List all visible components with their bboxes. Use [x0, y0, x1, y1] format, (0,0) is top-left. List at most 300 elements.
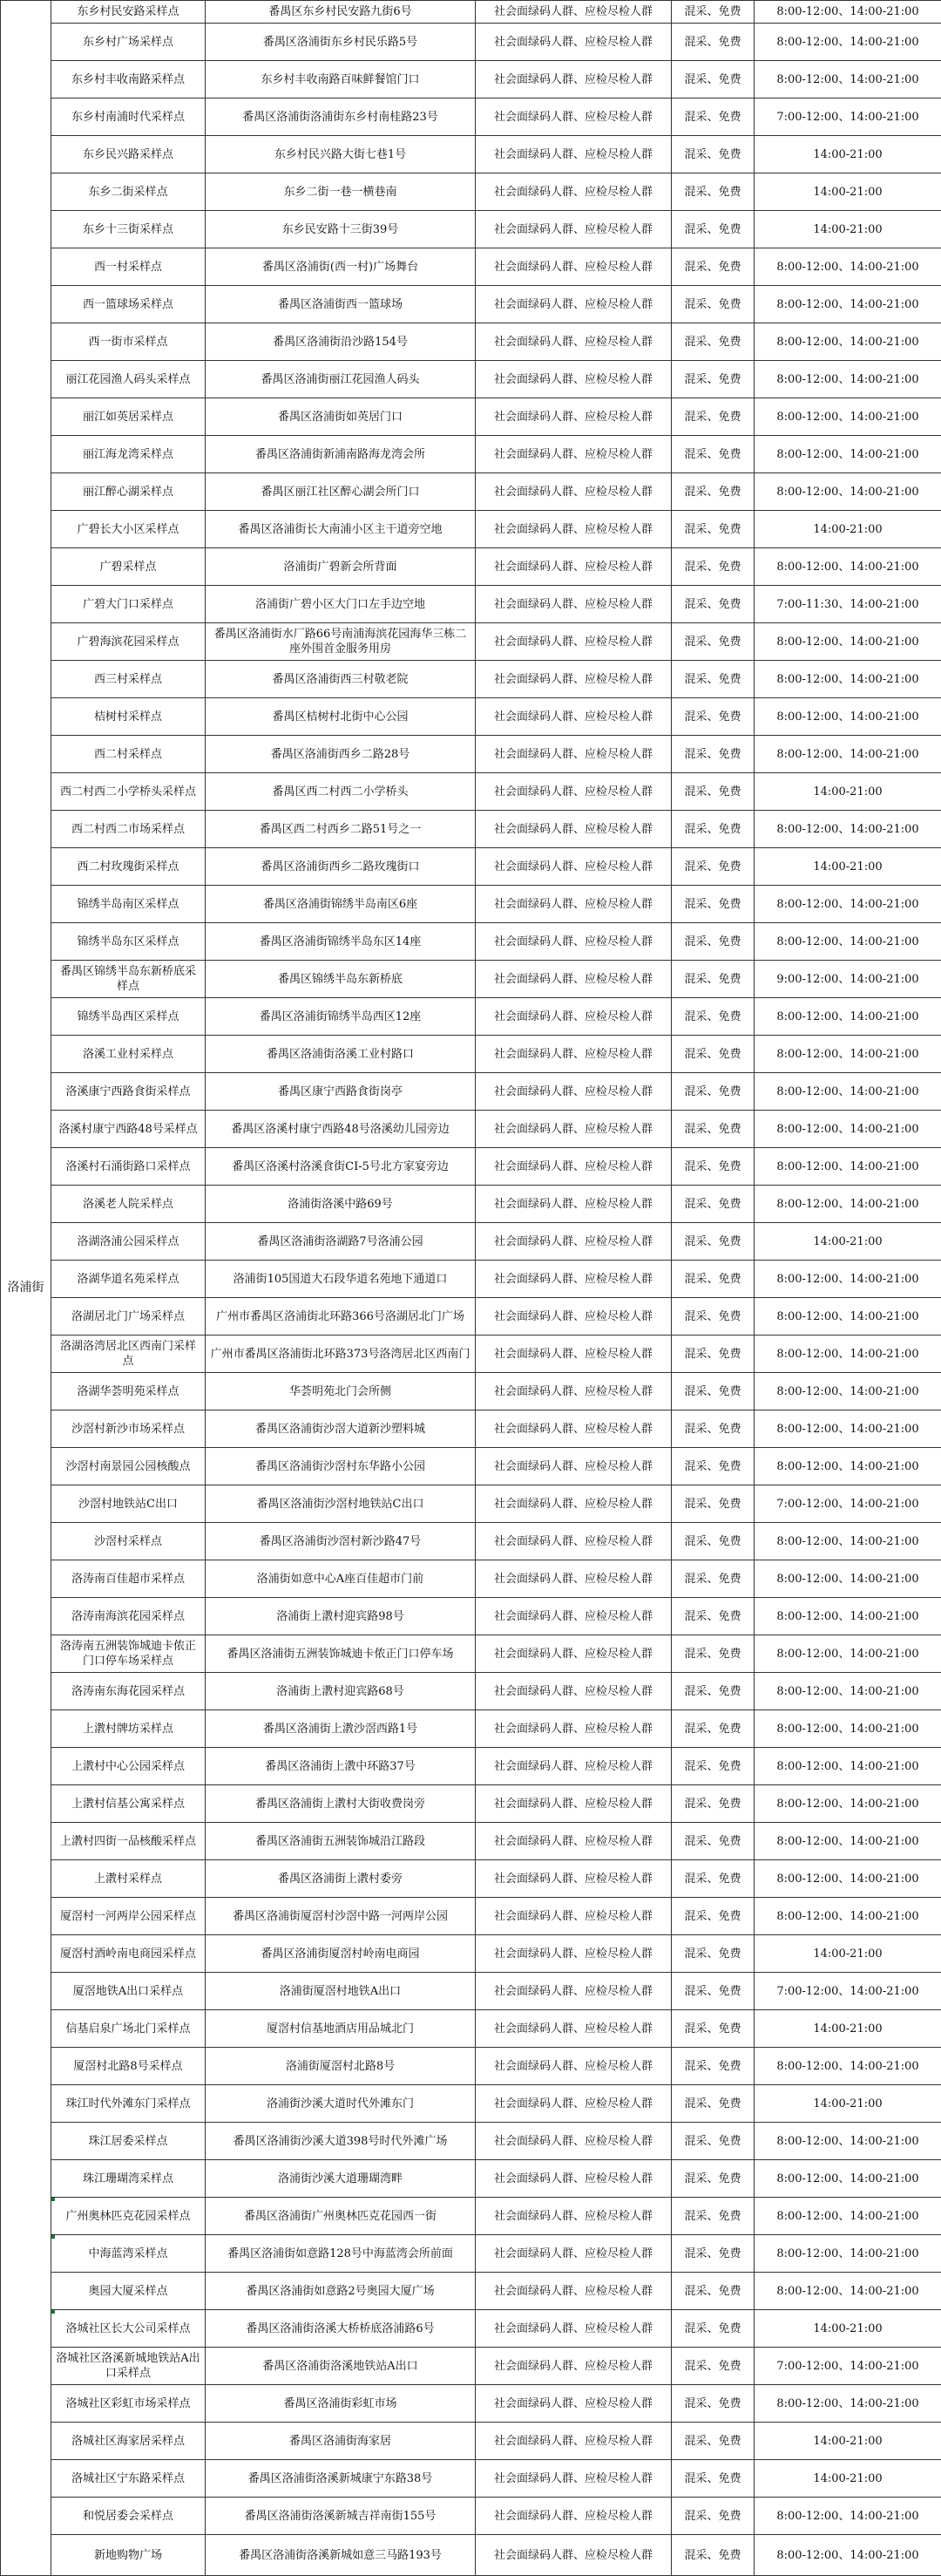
hours-cell: 8:00-12:00、14:00-21:00	[755, 1598, 941, 1635]
hours-cell: 8:00-12:00、14:00-21:00	[755, 1, 941, 24]
site-name-cell: 西一篮球场采样点	[51, 286, 206, 323]
table-row	[1, 1598, 941, 1635]
target-group-cell: 社会面绿码人群、应检尽检人群	[476, 136, 672, 173]
site-name-cell: 珠江居委采样点	[51, 2123, 206, 2160]
hours-cell: 8:00-12:00、14:00-21:00	[755, 1261, 941, 1298]
table-row	[1, 323, 941, 361]
hours-cell: 14:00-21:00	[755, 2460, 941, 2498]
hours-cell: 8:00-12:00、14:00-21:00	[755, 248, 941, 286]
site-name-cell: 东乡民兴路采样点	[51, 136, 206, 173]
site-name-cell: 洛涛南东海花园采样点	[51, 1673, 206, 1710]
hours-cell: 8:00-12:00、14:00-21:00	[755, 811, 941, 848]
address-cell: 番禺区洛浦街沙滘大道新沙塑料城	[206, 1410, 476, 1448]
site-name-cell: 奥园大厦采样点	[51, 2273, 206, 2310]
address-cell: 番禺区洛浦街如英居门口	[206, 398, 476, 436]
table-row	[1, 1973, 941, 2010]
address-cell: 洛浦街厦滘村地铁A出口	[206, 1973, 476, 2010]
hours-cell: 8:00-12:00、14:00-21:00	[755, 2048, 941, 2085]
address-cell: 番禺区洛浦街上漖村委旁	[206, 1860, 476, 1898]
sampling-mode-cell: 混采、免费	[672, 2010, 755, 2048]
table-row	[1, 1785, 941, 1823]
table-row	[1, 99, 941, 136]
sampling-mode-cell: 混采、免费	[672, 2348, 755, 2385]
hours-cell: 8:00-12:00、14:00-21:00	[755, 323, 941, 361]
address-cell: 番禺区洛浦街洛溪新城吉祥南街155号	[206, 2498, 476, 2535]
target-group-cell: 社会面绿码人群、应检尽检人群	[476, 1223, 672, 1261]
address-cell: 番禺区西二村西乡二路51号之一	[206, 811, 476, 848]
sampling-mode-cell: 混采、免费	[672, 1485, 755, 1523]
target-group-cell: 社会面绿码人群、应检尽检人群	[476, 698, 672, 736]
table-row	[1, 1710, 941, 1748]
site-name-cell: 东乡二街采样点	[51, 173, 206, 211]
hours-cell: 8:00-12:00、14:00-21:00	[755, 923, 941, 961]
address-cell: 番禺区康宁西路食街岗亭	[206, 1073, 476, 1111]
site-name-cell: 沙滘村地铁站C出口	[51, 1485, 206, 1523]
target-group-cell: 社会面绿码人群、应检尽检人群	[476, 473, 672, 511]
sampling-mode-cell: 混采、免费	[672, 1111, 755, 1148]
address-cell: 洛浦街上漖村迎宾路68号	[206, 1673, 476, 1710]
target-group-cell: 社会面绿码人群、应检尽检人群	[476, 2085, 672, 2123]
site-name-cell: 厦滘村北路8号采样点	[51, 2048, 206, 2085]
target-group-cell: 社会面绿码人群、应检尽检人群	[476, 2498, 672, 2535]
hours-cell: 8:00-12:00、14:00-21:00	[755, 1860, 941, 1898]
address-cell: 番禺区洛浦街西三村敬老院	[206, 661, 476, 698]
target-group-cell: 社会面绿码人群、应检尽检人群	[476, 848, 672, 886]
hours-cell: 14:00-21:00	[755, 2085, 941, 2123]
target-group-cell: 社会面绿码人群、应检尽检人群	[476, 1560, 672, 1598]
table-row	[1, 211, 941, 248]
sampling-mode-cell: 混采、免费	[672, 2460, 755, 2498]
site-name-cell: 洛溪老人院采样点	[51, 1186, 206, 1223]
table-row	[1, 2085, 941, 2123]
hours-cell: 8:00-12:00、14:00-21:00	[755, 1523, 941, 1560]
table-row	[1, 1, 941, 24]
sampling-mode-cell: 混采、免费	[672, 811, 755, 848]
hours-cell: 14:00-21:00	[755, 2423, 941, 2460]
sampling-mode-cell: 混采、免费	[672, 736, 755, 773]
address-cell: 洛浦街广碧新会所背面	[206, 548, 476, 586]
address-cell: 番禺区洛浦街洛溪地铁站A出口	[206, 2348, 476, 2385]
site-name-cell: 上漖村四街一品核酸采样点	[51, 1823, 206, 1860]
table-row	[1, 1410, 941, 1448]
target-group-cell: 社会面绿码人群、应检尽检人群	[476, 1673, 672, 1710]
sampling-mode-cell: 混采、免费	[672, 586, 755, 623]
sampling-mode-cell: 混采、免费	[672, 1523, 755, 1560]
address-cell: 番禺区洛浦街水厂路66号南浦海滨花园海华三栋二座外围首金服务用房	[206, 623, 476, 661]
hours-cell: 14:00-21:00	[755, 2010, 941, 2048]
sampling-mode-cell: 混采、免费	[672, 2498, 755, 2535]
site-name-cell: 信基启泉广场北门采样点	[51, 2010, 206, 2048]
target-group-cell: 社会面绿码人群、应检尽检人群	[476, 286, 672, 323]
address-cell: 番禺区洛浦街西乡二路28号	[206, 736, 476, 773]
address-cell: 番禺区洛溪村康宁西路48号洛溪幼儿园旁边	[206, 1111, 476, 1148]
hours-cell: 8:00-12:00、14:00-21:00	[755, 1410, 941, 1448]
site-name-cell: 东乡村广场采样点	[51, 24, 206, 61]
address-cell: 番禺区洛浦街五洲装饰城沿江路段	[206, 1823, 476, 1860]
target-group-cell: 社会面绿码人群、应检尽检人群	[476, 1410, 672, 1448]
sampling-mode-cell: 混采、免费	[672, 2423, 755, 2460]
table-row	[1, 1560, 941, 1598]
address-cell: 番禺区洛浦街锦绣半岛东区14座	[206, 923, 476, 961]
site-name-cell: 洛湖洛湾居北区西南门采样点	[51, 1336, 206, 1373]
sampling-mode-cell: 混采、免费	[672, 2085, 755, 2123]
target-group-cell: 社会面绿码人群、应检尽检人群	[476, 1635, 672, 1673]
address-cell: 番禺区洛浦街厦滘村岭南电商园	[206, 1935, 476, 1973]
address-cell: 番禺区洛浦街长大南浦小区主干道旁空地	[206, 511, 476, 548]
site-name-cell: 洛涛南海滨花园采样点	[51, 1598, 206, 1635]
table-row	[1, 698, 941, 736]
hours-cell: 8:00-12:00、14:00-21:00	[755, 998, 941, 1036]
sampling-mode-cell: 混采、免费	[672, 24, 755, 61]
hours-cell: 8:00-12:00、14:00-21:00	[755, 2498, 941, 2535]
sampling-mode-cell: 混采、免费	[672, 1073, 755, 1111]
target-group-cell: 社会面绿码人群、应检尽检人群	[476, 1111, 672, 1148]
target-group-cell: 社会面绿码人群、应检尽检人群	[476, 99, 672, 136]
hours-cell: 8:00-12:00、14:00-21:00	[755, 2535, 941, 2576]
target-group-cell: 社会面绿码人群、应检尽检人群	[476, 1298, 672, 1336]
address-cell: 番禺区洛浦街海家居	[206, 2423, 476, 2460]
address-cell: 番禺区洛浦街彩虹市场	[206, 2385, 476, 2423]
hours-cell: 8:00-12:00、14:00-21:00	[755, 661, 941, 698]
table-row	[1, 2198, 941, 2235]
table-row	[1, 773, 941, 811]
site-name-cell: 洛城社区长大公司采样点	[51, 2310, 206, 2348]
target-group-cell: 社会面绿码人群、应检尽检人群	[476, 1, 672, 24]
sampling-mode-cell: 混采、免费	[672, 998, 755, 1036]
target-group-cell: 社会面绿码人群、应检尽检人群	[476, 998, 672, 1036]
table-row	[1, 586, 941, 623]
sampling-mode-cell: 混采、免费	[672, 1785, 755, 1823]
target-group-cell: 社会面绿码人群、应检尽检人群	[476, 2460, 672, 2498]
site-name-cell: 西一街市采样点	[51, 323, 206, 361]
table-row	[1, 998, 941, 1036]
address-cell: 番禺区丽江社区醉心湖会所门口	[206, 473, 476, 511]
table-row	[1, 361, 941, 398]
address-cell: 番禺区洛浦街西一篮球场	[206, 286, 476, 323]
site-name-cell: 西二村玫瑰街采样点	[51, 848, 206, 886]
sampling-mode-cell: 混采、免费	[672, 1635, 755, 1673]
hours-cell: 8:00-12:00、14:00-21:00	[755, 1823, 941, 1860]
address-cell: 洛浦街上漖村迎宾路98号	[206, 1598, 476, 1635]
target-group-cell: 社会面绿码人群、应检尽检人群	[476, 2010, 672, 2048]
site-name-cell: 洛湖华道名苑采样点	[51, 1261, 206, 1298]
target-group-cell: 社会面绿码人群、应检尽检人群	[476, 1523, 672, 1560]
target-group-cell: 社会面绿码人群、应检尽检人群	[476, 2048, 672, 2085]
address-cell: 番禺区洛浦街上漖村大街收费岗旁	[206, 1785, 476, 1823]
sampling-mode-cell: 混采、免费	[672, 2385, 755, 2423]
table-row	[1, 286, 941, 323]
hours-cell: 8:00-12:00、14:00-21:00	[755, 886, 941, 923]
target-group-cell: 社会面绿码人群、应检尽检人群	[476, 1860, 672, 1898]
hours-cell: 8:00-12:00、14:00-21:00	[755, 1373, 941, 1410]
table-row	[1, 1148, 941, 1186]
sampling-mode-cell: 混采、免费	[672, 548, 755, 586]
table-row	[1, 1523, 941, 1560]
address-cell: 广州市番禺区洛浦街北环路366号洛湖居北门广场	[206, 1298, 476, 1336]
hours-cell: 8:00-12:00、14:00-21:00	[755, 1186, 941, 1223]
site-name-cell: 洛湖洛浦公园采样点	[51, 1223, 206, 1261]
table-row	[1, 248, 941, 286]
sampling-mode-cell: 混采、免费	[672, 2160, 755, 2198]
table-row	[1, 2235, 941, 2273]
site-name-cell: 洛涛南五洲装饰城迪卡侬正门口停车场采样点	[51, 1635, 206, 1673]
hours-cell: 7:00-11:30、14:00-21:00	[755, 586, 941, 623]
site-name-cell: 东乡村南浦时代采样点	[51, 99, 206, 136]
hours-cell: 14:00-21:00	[755, 848, 941, 886]
sampling-mode-cell: 混采、免费	[672, 173, 755, 211]
address-cell: 番禺区洛浦街(西一村)广场舞台	[206, 248, 476, 286]
table-row	[1, 1336, 941, 1373]
table-row	[1, 2010, 941, 2048]
table-row	[1, 2535, 941, 2576]
address-cell: 番禺区洛浦街如意路128号中海蓝湾会所前面	[206, 2235, 476, 2273]
table-row	[1, 1036, 941, 1073]
address-cell: 东乡二街一巷一横巷南	[206, 173, 476, 211]
address-cell: 番禺区西二村西二小学桥头	[206, 773, 476, 811]
address-cell: 华荟明苑北门会所侧	[206, 1373, 476, 1410]
table-body	[1, 1, 941, 2576]
address-cell: 番禺区东乡村民安路九街6号	[206, 1, 476, 24]
sampling-mode-cell: 混采、免费	[672, 1710, 755, 1748]
hours-cell: 8:00-12:00、14:00-21:00	[755, 2198, 941, 2235]
hours-cell: 8:00-12:00、14:00-21:00	[755, 1448, 941, 1485]
site-name-cell: 锦绣半岛南区采样点	[51, 886, 206, 923]
address-cell: 洛浦街105国道大石段华道名苑地下通道口	[206, 1261, 476, 1298]
target-group-cell: 社会面绿码人群、应检尽检人群	[476, 173, 672, 211]
table-row	[1, 886, 941, 923]
table-row	[1, 473, 941, 511]
site-name-cell: 西一村采样点	[51, 248, 206, 286]
target-group-cell: 社会面绿码人群、应检尽检人群	[476, 1710, 672, 1748]
site-name-cell: 洛湖华荟明苑采样点	[51, 1373, 206, 1410]
site-name-cell: 洛溪康宁西路食街采样点	[51, 1073, 206, 1111]
sampling-mode-cell: 混采、免费	[672, 2310, 755, 2348]
sampling-mode-cell: 混采、免费	[672, 1261, 755, 1298]
address-cell: 番禺区洛浦街锦绣半岛西区12座	[206, 998, 476, 1036]
target-group-cell: 社会面绿码人群、应检尽检人群	[476, 736, 672, 773]
sampling-mode-cell: 混采、免费	[672, 848, 755, 886]
address-cell: 广州市番禺区洛浦街北环路373号洛湾居北区西南门	[206, 1336, 476, 1373]
target-group-cell: 社会面绿码人群、应检尽检人群	[476, 1186, 672, 1223]
sampling-mode-cell: 混采、免费	[672, 61, 755, 99]
table-row	[1, 61, 941, 99]
hours-cell: 8:00-12:00、14:00-21:00	[755, 1710, 941, 1748]
sampling-mode-cell: 混采、免费	[672, 473, 755, 511]
hours-cell: 8:00-12:00、14:00-21:00	[755, 473, 941, 511]
target-group-cell: 社会面绿码人群、应检尽检人群	[476, 24, 672, 61]
target-group-cell: 社会面绿码人群、应检尽检人群	[476, 2198, 672, 2235]
address-cell: 番禺区洛浦街沙滘村新沙路47号	[206, 1523, 476, 1560]
target-group-cell: 社会面绿码人群、应检尽检人群	[476, 398, 672, 436]
site-name-cell: 沙滘村新沙市场采样点	[51, 1410, 206, 1448]
site-name-cell: 厦滘村一河两岸公园采样点	[51, 1898, 206, 1935]
site-name-cell: 厦滘地铁A出口采样点	[51, 1973, 206, 2010]
hours-cell: 8:00-12:00、14:00-21:00	[755, 1148, 941, 1186]
target-group-cell: 社会面绿码人群、应检尽检人群	[476, 1898, 672, 1935]
target-group-cell: 社会面绿码人群、应检尽检人群	[476, 1823, 672, 1860]
table-row	[1, 623, 941, 661]
site-name-cell: 东乡十三街采样点	[51, 211, 206, 248]
hours-cell: 14:00-21:00	[755, 136, 941, 173]
table-row	[1, 1823, 941, 1860]
sampling-mode-cell: 混采、免费	[672, 1898, 755, 1935]
hours-cell: 8:00-12:00、14:00-21:00	[755, 1898, 941, 1935]
sampling-mode-cell: 混采、免费	[672, 286, 755, 323]
hours-cell: 14:00-21:00	[755, 2310, 941, 2348]
hours-cell: 14:00-21:00	[755, 1935, 941, 1973]
site-name-cell: 广碧采样点	[51, 548, 206, 586]
table-row	[1, 2385, 941, 2423]
target-group-cell: 社会面绿码人群、应检尽检人群	[476, 2348, 672, 2385]
address-cell: 番禺区洛浦街锦绣半岛南区6座	[206, 886, 476, 923]
sampling-mode-cell: 混采、免费	[672, 2048, 755, 2085]
table-row	[1, 2273, 941, 2310]
site-name-cell: 上漖村中心公园采样点	[51, 1748, 206, 1785]
hours-cell: 8:00-12:00、14:00-21:00	[755, 1036, 941, 1073]
hours-cell: 8:00-12:00、14:00-21:00	[755, 736, 941, 773]
table-row	[1, 848, 941, 886]
sampling-mode-cell: 混采、免费	[672, 1148, 755, 1186]
target-group-cell: 社会面绿码人群、应检尽检人群	[476, 623, 672, 661]
table-row	[1, 2160, 941, 2198]
hours-cell: 7:00-12:00、14:00-21:00	[755, 1485, 941, 1523]
target-group-cell: 社会面绿码人群、应检尽检人群	[476, 61, 672, 99]
site-name-cell: 新地购物广场	[51, 2535, 206, 2576]
table-row	[1, 2048, 941, 2085]
table-row	[1, 173, 941, 211]
hours-cell: 7:00-12:00、14:00-21:00	[755, 1973, 941, 2010]
hours-cell: 8:00-12:00、14:00-21:00	[755, 2123, 941, 2160]
target-group-cell: 社会面绿码人群、应检尽检人群	[476, 1973, 672, 2010]
hours-cell: 8:00-12:00、14:00-21:00	[755, 2235, 941, 2273]
sampling-mode-cell: 混采、免费	[672, 211, 755, 248]
hours-cell: 14:00-21:00	[755, 211, 941, 248]
table-row	[1, 436, 941, 473]
sampling-mode-cell: 混采、免费	[672, 1823, 755, 1860]
table-row	[1, 24, 941, 61]
target-group-cell: 社会面绿码人群、应检尽检人群	[476, 1785, 672, 1823]
target-group-cell: 社会面绿码人群、应检尽检人群	[476, 1448, 672, 1485]
target-group-cell: 社会面绿码人群、应检尽检人群	[476, 2385, 672, 2423]
target-group-cell: 社会面绿码人群、应检尽检人群	[476, 1935, 672, 1973]
address-cell: 番禺区洛浦街上漖中环路37号	[206, 1748, 476, 1785]
address-cell: 番禺区洛浦街沙溪大道398号时代外滩广场	[206, 2123, 476, 2160]
site-name-cell: 和悦居委会采样点	[51, 2498, 206, 2535]
hours-cell: 8:00-12:00、14:00-21:00	[755, 1336, 941, 1373]
target-group-cell: 社会面绿码人群、应检尽检人群	[476, 1148, 672, 1186]
address-cell: 番禺区洛浦街沙滘村东华路小公园	[206, 1448, 476, 1485]
target-group-cell: 社会面绿码人群、应检尽检人群	[476, 2235, 672, 2273]
target-group-cell: 社会面绿码人群、应检尽检人群	[476, 773, 672, 811]
target-group-cell: 社会面绿码人群、应检尽检人群	[476, 1373, 672, 1410]
table-row	[1, 2348, 941, 2385]
target-group-cell: 社会面绿码人群、应检尽检人群	[476, 361, 672, 398]
sampling-mode-cell: 混采、免费	[672, 361, 755, 398]
table-row	[1, 1635, 941, 1673]
table-row	[1, 923, 941, 961]
site-name-cell: 洛城社区宁东路采样点	[51, 2460, 206, 2498]
table-row	[1, 811, 941, 848]
sampling-mode-cell: 混采、免费	[672, 1373, 755, 1410]
sampling-mode-cell: 混采、免费	[672, 398, 755, 436]
sampling-mode-cell: 混采、免费	[672, 436, 755, 473]
hours-cell: 8:00-12:00、14:00-21:00	[755, 1111, 941, 1148]
address-cell: 东乡村丰收南路百味鲜餐馆门口	[206, 61, 476, 99]
target-group-cell: 社会面绿码人群、应检尽检人群	[476, 548, 672, 586]
address-cell: 番禺区洛浦街上漖沙滘西路1号	[206, 1710, 476, 1748]
table-row	[1, 1485, 941, 1523]
hours-cell: 8:00-12:00、14:00-21:00	[755, 436, 941, 473]
sampling-mode-cell: 混采、免费	[672, 1860, 755, 1898]
table-row	[1, 1748, 941, 1785]
table-row	[1, 661, 941, 698]
table-row	[1, 1935, 941, 1973]
sampling-mode-cell: 混采、免费	[672, 1410, 755, 1448]
table-row	[1, 1298, 941, 1336]
table-row	[1, 2460, 941, 2498]
address-cell: 洛浦街广碧小区大门口左手边空地	[206, 586, 476, 623]
target-group-cell: 社会面绿码人群、应检尽检人群	[476, 2160, 672, 2198]
table-row	[1, 961, 941, 998]
hours-cell: 8:00-12:00、14:00-21:00	[755, 2385, 941, 2423]
target-group-cell: 社会面绿码人群、应检尽检人群	[476, 961, 672, 998]
table-row	[1, 1448, 941, 1485]
target-group-cell: 社会面绿码人群、应检尽检人群	[476, 323, 672, 361]
site-name-cell: 沙滘村南景园公园核酸点	[51, 1448, 206, 1485]
hours-cell: 7:00-12:00、14:00-21:00	[755, 99, 941, 136]
table-row	[1, 1186, 941, 1223]
site-name-cell: 东乡村民安路采样点	[51, 1, 206, 24]
site-name-cell: 上漖村牌坊采样点	[51, 1710, 206, 1748]
hours-cell: 8:00-12:00、14:00-21:00	[755, 1673, 941, 1710]
table-row	[1, 511, 941, 548]
address-cell: 番禺区洛浦街五洲装饰城迪卡侬正门口停车场	[206, 1635, 476, 1673]
site-name-cell: 丽江海龙湾采样点	[51, 436, 206, 473]
sampling-mode-cell: 混采、免费	[672, 323, 755, 361]
target-group-cell: 社会面绿码人群、应检尽检人群	[476, 1036, 672, 1073]
site-name-cell: 上漖村信基公寓采样点	[51, 1785, 206, 1823]
target-group-cell: 社会面绿码人群、应检尽检人群	[476, 1485, 672, 1523]
target-group-cell: 社会面绿码人群、应检尽检人群	[476, 511, 672, 548]
address-cell: 洛浦街洛溪中路69号	[206, 1186, 476, 1223]
site-name-cell: 洛溪村石涌街路口采样点	[51, 1148, 206, 1186]
sampling-mode-cell: 混采、免费	[672, 1973, 755, 2010]
target-group-cell: 社会面绿码人群、应检尽检人群	[476, 2423, 672, 2460]
address-cell: 番禺区洛浦街丽江花园渔人码头	[206, 361, 476, 398]
site-name-cell: 洛城社区彩虹市场采样点	[51, 2385, 206, 2423]
sampling-mode-cell: 混采、免费	[672, 2535, 755, 2576]
site-name-cell: 西三村采样点	[51, 661, 206, 698]
hours-cell: 9:00-12:00、14:00-21:00	[755, 961, 941, 998]
target-group-cell: 社会面绿码人群、应检尽检人群	[476, 436, 672, 473]
target-group-cell: 社会面绿码人群、应检尽检人群	[476, 1598, 672, 1635]
hours-cell: 14:00-21:00	[755, 173, 941, 211]
table-row	[1, 736, 941, 773]
address-cell: 番禺区洛浦街洛溪工业村路口	[206, 1036, 476, 1073]
district-cell: 洛浦街	[1, 1, 51, 2576]
sampling-mode-cell: 混采、免费	[672, 136, 755, 173]
site-name-cell: 桔树村采样点	[51, 698, 206, 736]
sampling-mode-cell: 混采、免费	[672, 1336, 755, 1373]
address-cell: 厦滘村信基地酒店用品城北门	[206, 2010, 476, 2048]
target-group-cell: 社会面绿码人群、应检尽检人群	[476, 811, 672, 848]
sampling-mode-cell: 混采、免费	[672, 773, 755, 811]
hours-cell: 8:00-12:00、14:00-21:00	[755, 1298, 941, 1336]
hours-cell: 8:00-12:00、14:00-21:00	[755, 2160, 941, 2198]
hours-cell: 8:00-12:00、14:00-21:00	[755, 361, 941, 398]
address-cell: 番禺区洛浦街如意路2号奥园大厦广场	[206, 2273, 476, 2310]
table-row	[1, 2498, 941, 2535]
